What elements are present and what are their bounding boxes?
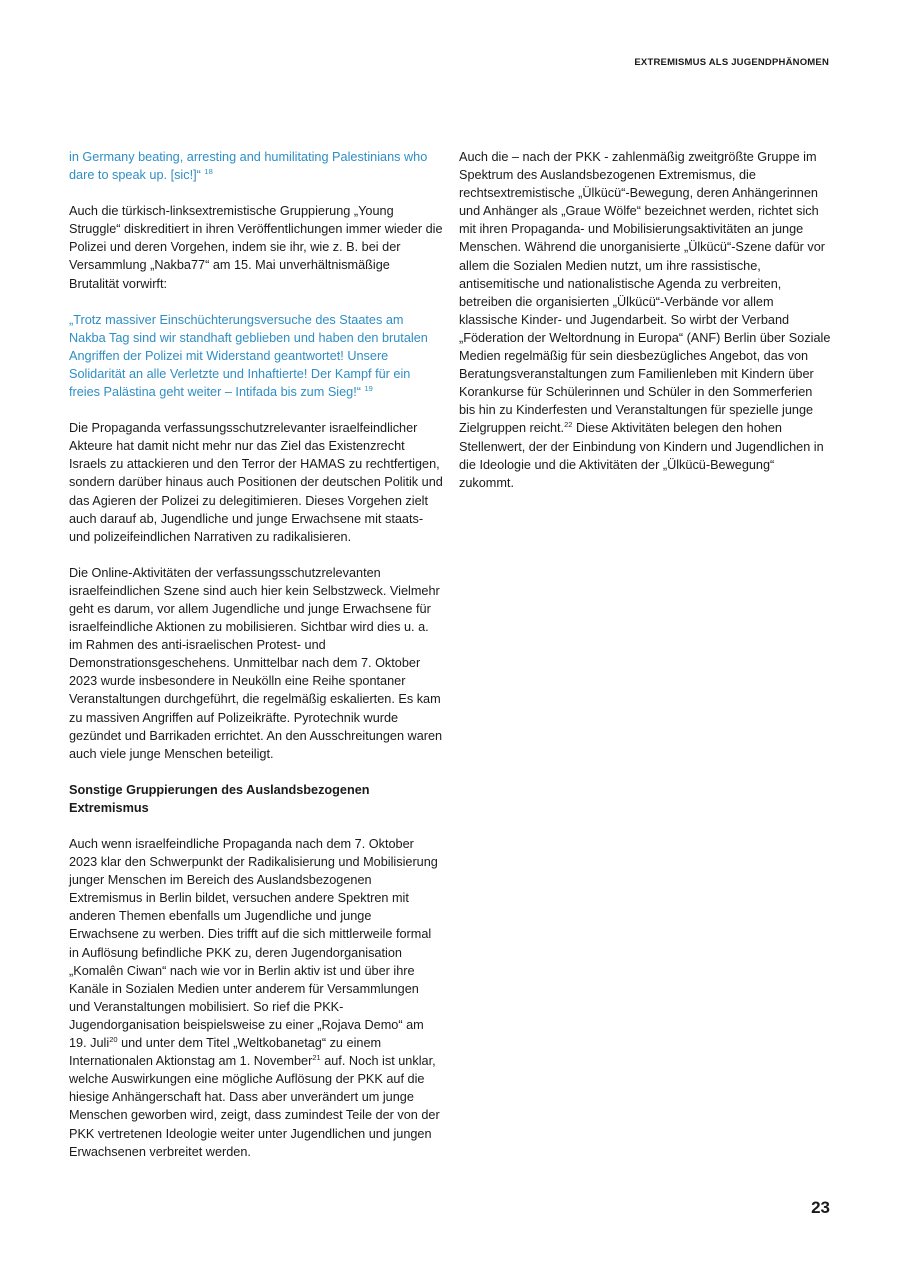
footnote-marker[interactable]: 18 (204, 166, 213, 176)
footnote-marker[interactable]: 19 (364, 383, 373, 393)
quote-text: „Trotz massiver Einschüchterungsversuche des Staates am Nakba Tag sind wir standhaft geblieben und haben den brutalen Angriffen der Polizei mit Widerstand geantwortet! Unsere Solidarität an alle Verletzte und Inhaftierte! Der Kampf für ein freies Palästina geht weiter – Intifada bis zum Sieg!“ (69, 312, 428, 400)
paragraph (69, 835, 443, 1161)
quote-block (69, 311, 443, 401)
paragraph: Die Propaganda verfassungsschutzrelevanter israelfeindlicher Akteure hat damit nicht mehr nur das Ziel das Existenzrecht Israels zu attackieren und den Terror der HAMAS zu rechtfertigen, sondern darüber hinaus auch Positionen der deutschen Politik und das Agieren der Polizei zu delegitimieren. Dieses Vorgehen zielt auch darauf ab, Jugendliche und junge Erwachsene mit staats- und polizeifeindlichen Narrativen zu radikalisieren. (69, 421, 443, 544)
paragraph-text: Auch die – nach der PKK - zahlenmäßig zweitgrößte Gruppe im Spektrum des Auslandsbezogenen Extremismus, die rechtsextremistische „Ülkücü“-Bewegung, deren Anhängerinnen und Anhänger als „Graue Wölfe“ bezeichnet werden, richtet sich mit ihren Propaganda- und Mobilisierungsaktivitäten an junge Menschen. Während die unorganisierte „Ülkücü“-Szene dafür vor allem die Sozialen Medien nutzt, um ihre rassistische, antisemitische und nationalistische Agenda zu verbreiten, betreiben die organisierten „Ülkücü“-Verbände vor allem klassische Kinder- und Jugendarbeit. So wirbt der Verband „Föderation der Weltordnung in Europa“ (ANF) Berlin über Soziale Medien regelmäßig für sein diesbezügliches Angebot, das von Beratungsveranstaltungen zum Familienleben mit Kindern über Korankurse für Schülerinnen und Schüler in den Sommerferien bis hin zu Kinderfesten und Veranstaltungen für spezielle junge Zielgruppen reicht. (459, 150, 831, 436)
footnote-marker[interactable]: 21 (312, 1052, 321, 1062)
left-column (69, 148, 443, 1179)
paragraph (459, 148, 832, 492)
paragraph: Auch die türkisch-linksextremistische Gruppierung „Young Struggle“ diskreditiert in ihren Veröffentlichungen immer wieder die Polizei und deren Vorgehen, indem sie ihr, wie z. B. bei der Versammlung „Nakba77“ am 15. Mai unverhältnismäßige Brutalität vorwirft: (69, 204, 443, 291)
paragraph-text: auf. Noch ist unklar, welche Auswirkungen eine mögliche Auflösung der PKK auf die hiesige Anhängerschaft hat. Dass aber unverändert um junge Menschen geworben wird, zeigt, dass zumindest Teile der von der PKK vertretenen Ideologie weiter unter Jugendlichen und jungen Erwachsenen verbreitet werden. (69, 1054, 440, 1159)
paragraph-text: Diese Aktivitäten belegen den hohen Stellenwert, der der Einbindung von Kindern und Jugendlichen in die Ideologie und die Aktivitäten der „Ülkücü-Bewegung“ zukommt. (459, 421, 824, 490)
right-column (459, 148, 832, 510)
quote-text: in Germany beating, arresting and humilitating Palestinians who dare to speak up. [sic!]“ (69, 150, 428, 183)
quote-block (69, 148, 443, 184)
footnote-marker[interactable]: 22 (564, 420, 573, 430)
paragraph: Die Online-Aktivitäten der verfassungsschutzrelevanten israelfeindlichen Szene sind auch hier kein Selbstzweck. Vielmehr geht es darum, vor allem Jugendliche und junge Erwachsene für israelfeindliche Aktionen zu mobilisieren. Sichtbar wird dies u. a. im Rahmen des anti-israelischen Protest- und Demonstrationsgeschehens. Unmittelbar nach dem 7. Oktober 2023 wurde insbesondere in Neukölln eine Reihe spontaner Veranstaltungen durchgeführt, die regelmäßig eskalierten. Es kam zu massiven Angriffen auf Polizeikräfte. Pyrotechnik wurde gezündet und Barrikaden errichtet. An den Ausschreitungen waren auch viele junge Menschen beteiligt. (69, 565, 443, 761)
paragraph-text: Auch wenn israelfeindliche Propaganda nach dem 7. Oktober 2023 klar den Schwerpunkt der Radikalisierung und Mobilisierung junger Menschen im Bereich des Auslandsbezogenen Extremismus in Berlin bildet, versuchen andere Spektren mit anderen Themen ebenfalls um Jugendliche und junge Erwachsene zu werben. Dies trifft auf die sich mittlerweile formal in Auflösung befindliche PKK zu, deren Jugendorganisation „Komalên Ciwan“ nach wie vor in Berlin aktiv ist und über ihre Kanäle in Sozialen Medien unter anderem für Versammlungen und Veranstaltungen mobilisiert. So rief die PKK-Jugendorganisation beispielsweise zu einer „Rojava Demo“ am 19. Juli (69, 837, 438, 1051)
running-header: EXTREMISMUS ALS JUGENDPHÄNOMEN (634, 57, 829, 68)
section-subheading: Sonstige Gruppierungen des Auslandsbezogenen Extremismus (69, 782, 370, 815)
paragraph-text: und unter dem Titel „Weltkobanetag“ zu einem Internationalen Aktionstag am 1. November (69, 1036, 382, 1069)
page-number: 23 (811, 1198, 830, 1217)
footnote-marker[interactable]: 20 (109, 1034, 118, 1044)
